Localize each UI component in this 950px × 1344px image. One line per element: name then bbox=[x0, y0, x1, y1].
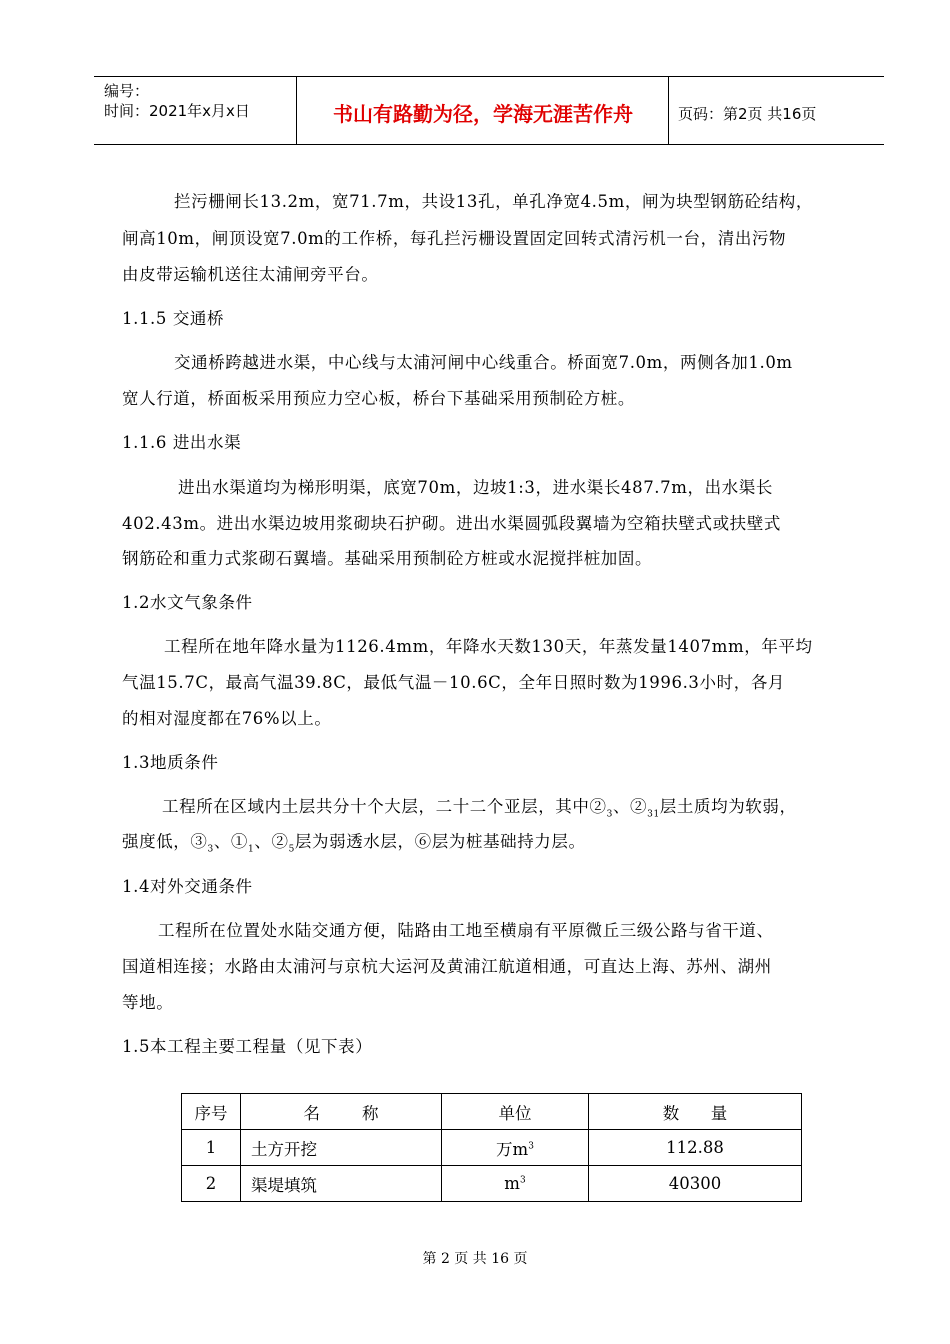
table-cell-name: 土方开挖 bbox=[241, 1130, 442, 1166]
table-cell-unit: $m^3$ bbox=[442, 1166, 589, 1202]
paragraph-line: 由皮带运输机送往太浦闸旁平台。 bbox=[122, 265, 379, 284]
table-header-cell: 数 量 bbox=[589, 1094, 802, 1130]
header-divider bbox=[296, 76, 297, 144]
paragraph-line: 等地。 bbox=[122, 993, 174, 1012]
table-cell-qty: 112.88 bbox=[589, 1130, 802, 1166]
section-heading: 1.2水文气象条件 bbox=[122, 593, 253, 612]
table-cell-unit: 万$m^3$ bbox=[442, 1130, 589, 1166]
table-header-cell: 单位 bbox=[442, 1094, 589, 1130]
paragraph-line: 钢筋砼和重力式浆砌石翼墙。基础采用预制砼方桩或水泥搅拌桩加固。 bbox=[122, 549, 653, 568]
header-bottom-rule bbox=[94, 144, 884, 145]
paragraph-line: 国道相连接；水路由太浦河与京杭大运河及黄浦江航道相通，可直达上海、苏州、湖州 bbox=[122, 957, 772, 976]
table-row bbox=[182, 1166, 802, 1202]
table-row bbox=[182, 1130, 802, 1166]
paragraph-line: 强度低，$③_3$、$①_1$、$②_5$层为弱透水层，⑥层为桩基础持力层。 bbox=[122, 832, 586, 855]
table-cell-no: 2 bbox=[182, 1166, 241, 1202]
paragraph-line: 进出水渠道均为梯形明渠，底宽70m，边坡1:3，进水渠长487.7m，出水渠长 bbox=[178, 478, 773, 497]
table-header-row bbox=[182, 1094, 802, 1130]
table-header-cell: 序号 bbox=[182, 1094, 241, 1130]
section-heading: 1.3地质条件 bbox=[122, 753, 219, 772]
paragraph-line: 的相对湿度都在76%以上。 bbox=[122, 709, 332, 728]
section-heading: 1.4对外交通条件 bbox=[122, 877, 253, 896]
header-top-rule bbox=[94, 76, 884, 77]
header-divider bbox=[668, 76, 669, 144]
paragraph-line: 气温15.7C，最高气温39.8C，最低气温－10.6C，全年日照时数为1996.3小时，各月 bbox=[122, 673, 786, 692]
paragraph-line: 工程所在位置处水陆交通方便，陆路由工地至横扇有平原微丘三级公路与省干道、 bbox=[158, 921, 774, 940]
header-motto: 书山有路勤为径，学海无涯苦作舟 bbox=[333, 102, 633, 126]
section-heading: 1.1.6 进出水渠 bbox=[122, 433, 242, 452]
header-page-label: 页码：第2页 共16页 bbox=[678, 105, 817, 123]
table-cell-name: 渠堤填筑 bbox=[241, 1166, 442, 1202]
paragraph-line: 闸高10m，闸顶设宽7.0m的工作桥，每孔拦污栅设置固定回转式清污机一台，清出污物 bbox=[122, 229, 787, 248]
table-cell-qty: 40300 bbox=[589, 1166, 802, 1202]
paragraph-line: 交通桥跨越进水渠，中心线与太浦河闸中心线重合。桥面宽7.0m，两侧各加1.0m bbox=[174, 353, 793, 372]
paragraph-line: 宽人行道，桥面板采用预应力空心板，桥台下基础采用预制砼方桩。 bbox=[122, 389, 635, 408]
quantities-table bbox=[181, 1093, 802, 1202]
paragraph-line: 工程所在地年降水量为1126.4mm，年降水天数130天，年蒸发量1407mm，年平均 bbox=[164, 637, 813, 656]
paragraph-line: 402.43m。进出水渠边坡用浆砌块石护砌。进出水渠圆弧段翼墙为空箱扶壁式或扶壁式 bbox=[122, 514, 781, 533]
table-header-cell: 名 称 bbox=[241, 1094, 442, 1130]
header-number-label: 编号： bbox=[104, 82, 150, 100]
table-cell-no: 1 bbox=[182, 1130, 241, 1166]
paragraph-line: 拦污栅闸长13.2m，宽71.7m，共设13孔，单孔净宽4.5m，闸为块型钢筋砼结构， bbox=[174, 192, 813, 211]
section-heading: 1.5本工程主要工程量（见下表） bbox=[122, 1037, 373, 1056]
paragraph-line: 工程所在区域内土层共分十个大层，二十二个亚层，其中$②_3$、$②_{31}$层土质均为软弱， bbox=[162, 797, 797, 820]
section-heading: 1.1.5 交通桥 bbox=[122, 309, 225, 328]
page-footer: 第 2 页 共 16 页 bbox=[422, 1251, 528, 1267]
header-time-label: 时间：2021年x月x日 bbox=[104, 102, 250, 120]
